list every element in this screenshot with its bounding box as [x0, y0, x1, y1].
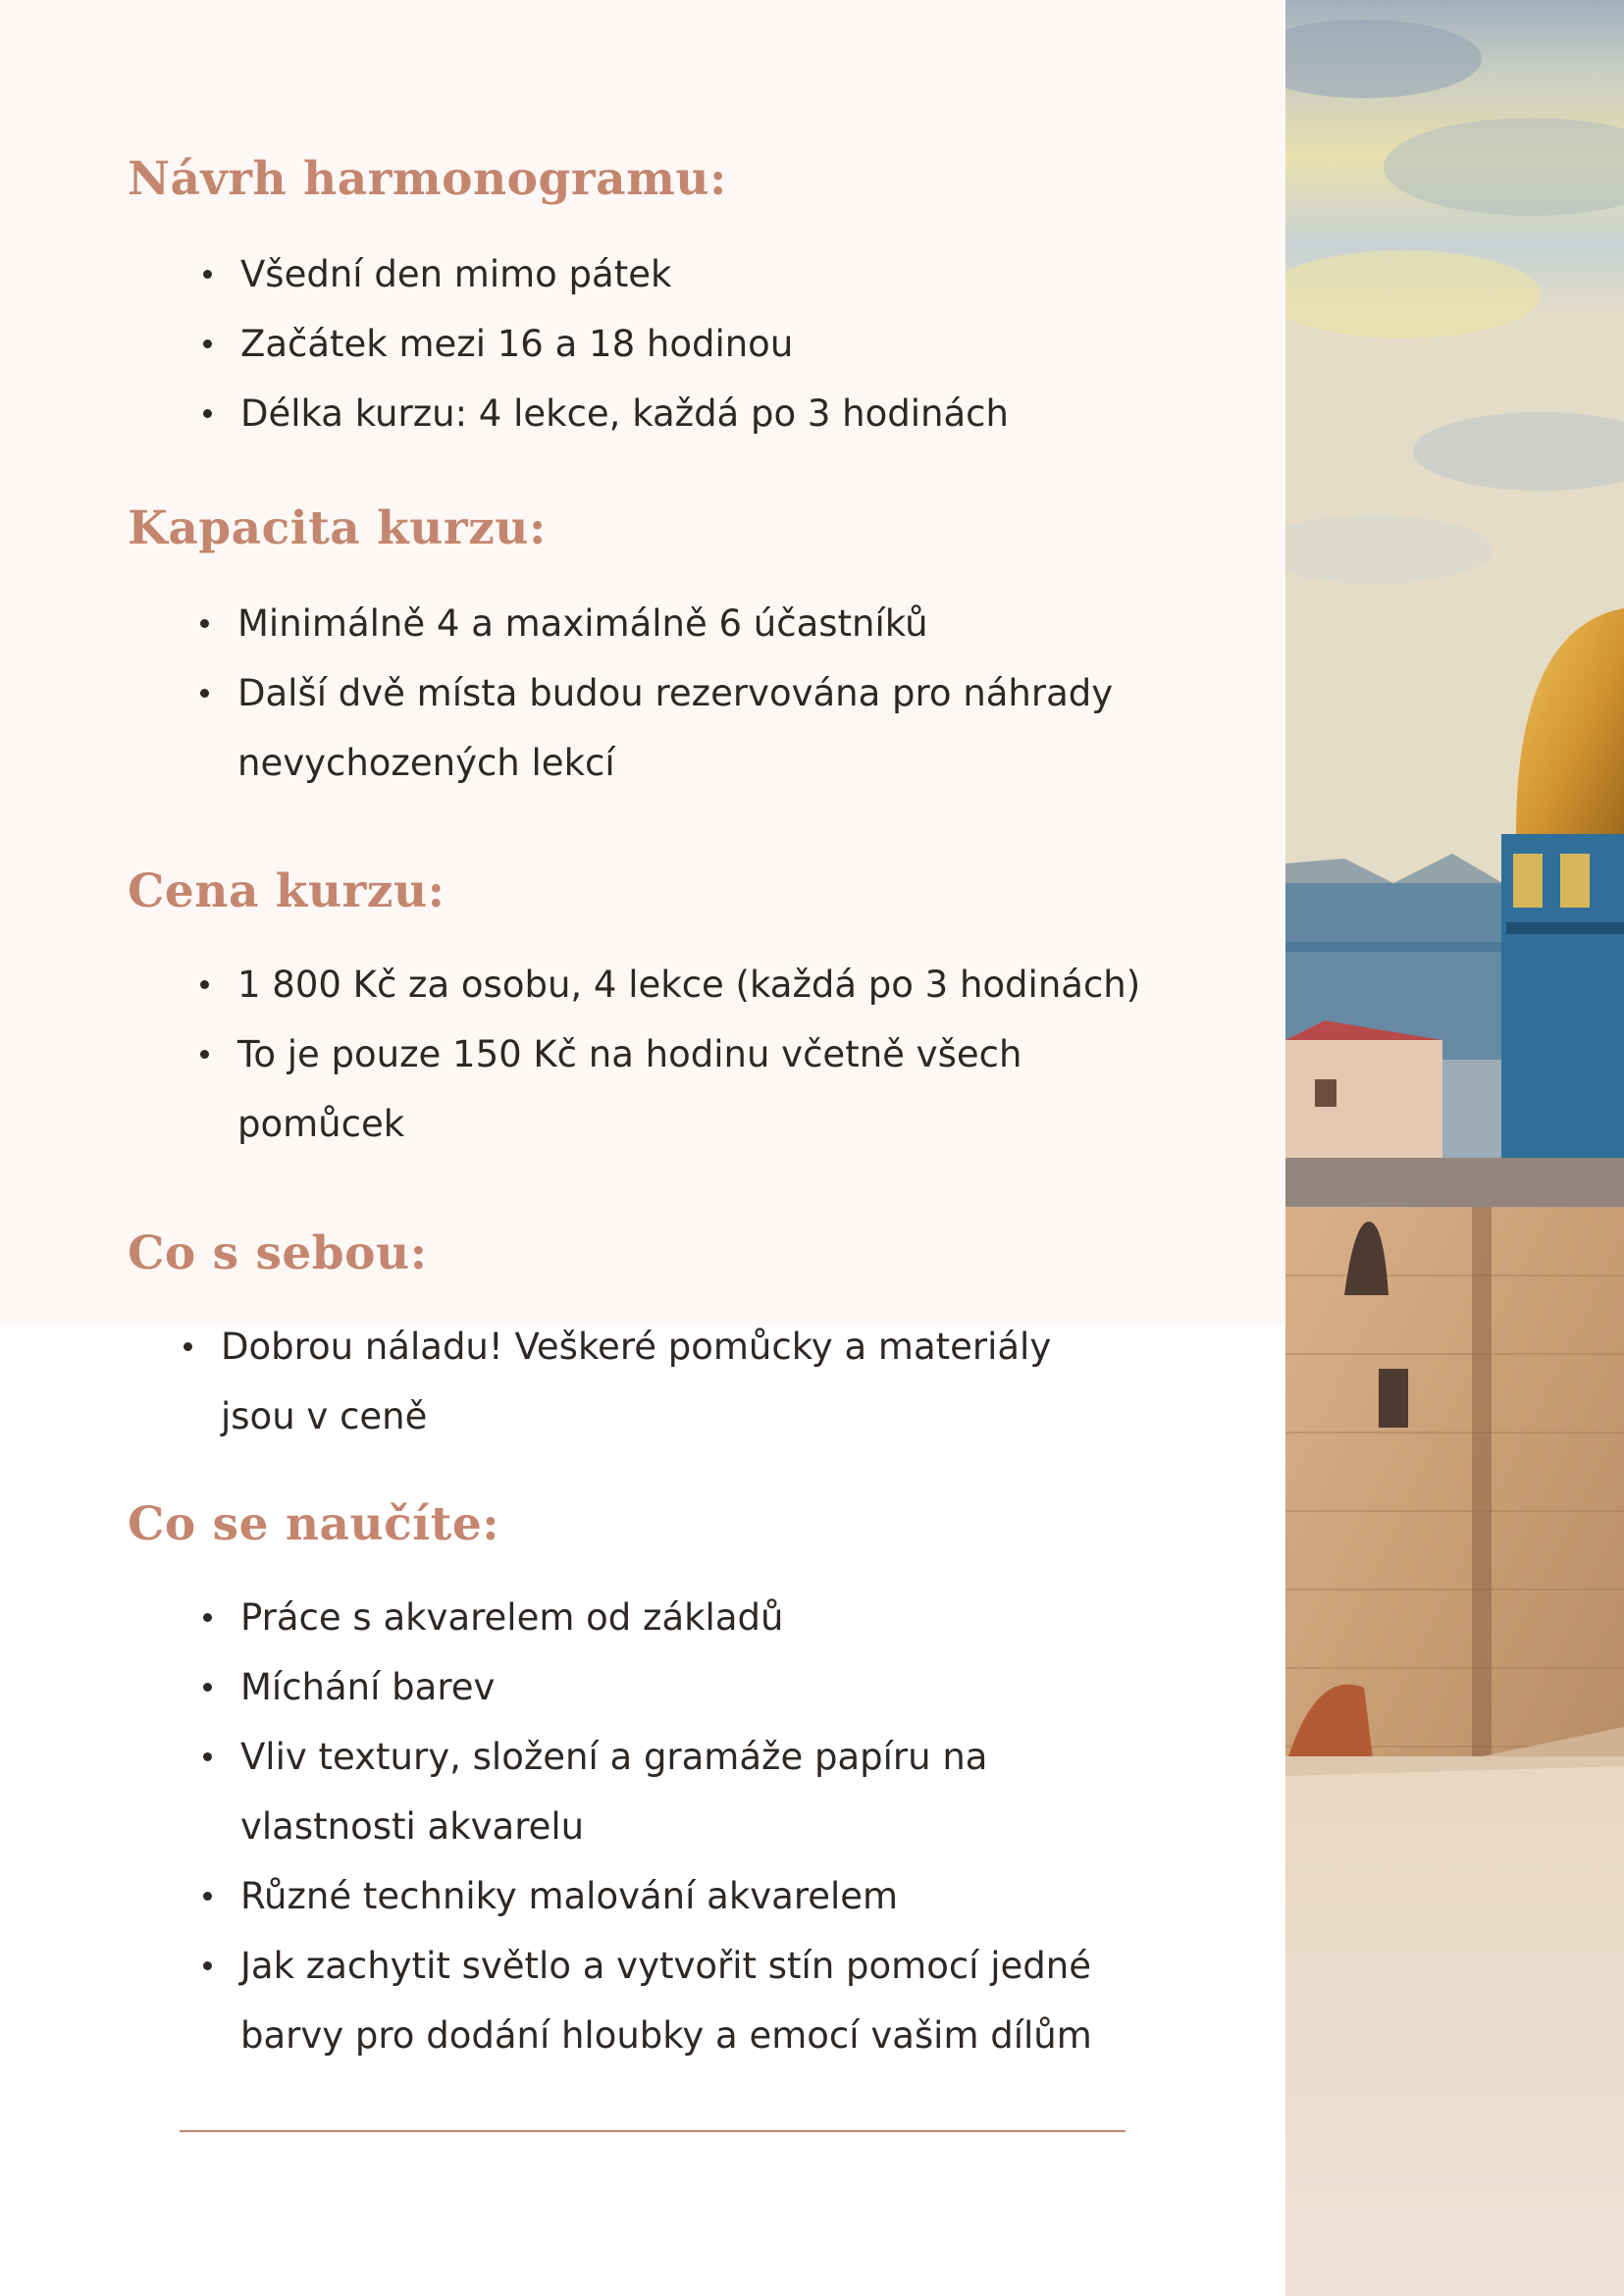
list-item: Práce s akvarelem od základů — [240, 1583, 1092, 1652]
list-item-continuation: barvy pro dodání hloubky a emocí vašim dílům — [240, 2014, 1092, 2057]
list-item: 1 800 Kč za osobu, 4 lekce (každá po 3 hodinách) — [237, 950, 1140, 1019]
list-item: Dobrou náladu! Veškeré pomůcky a materiály — [221, 1312, 1051, 1382]
learn-list — [240, 1583, 1092, 2070]
list-item: Vliv textury, složení a gramáže papíru na — [240, 1722, 1092, 1792]
list-item-continuation: vlastnosti akvarelu — [240, 1805, 585, 1848]
list-item-continuation: nevychozených lekcí — [237, 742, 615, 784]
section-heading-bring: Co s sebou: — [128, 1226, 428, 1280]
list-item: Další dvě místa budou rezervována pro náhrady — [237, 658, 1113, 728]
list-item-continuation: jsou v ceně — [221, 1395, 428, 1437]
list-item-continuation: pomůcek — [237, 1103, 405, 1145]
watercolor-painting-image — [1285, 0, 1624, 2296]
bring-list — [221, 1312, 1051, 1451]
list-item: Různé techniky malování akvarelem — [240, 1861, 1092, 1931]
divider-line — [180, 2130, 1126, 2132]
list-item: To je pouze 150 Kč na hodinu včetně všech — [237, 1019, 1140, 1089]
capacity-list — [237, 589, 1113, 798]
price-list — [237, 950, 1140, 1159]
section-heading-learn: Co se naučíte: — [128, 1497, 500, 1551]
list-item: Délka kurzu: 4 lekce, každá po 3 hodinách — [240, 379, 1009, 448]
list-item: Jak zachytit světlo a vytvořit stín pomocí jedné — [240, 1931, 1092, 2001]
section-heading-price: Cena kurzu: — [128, 864, 445, 918]
section-heading-capacity: Kapacita kurzu: — [128, 501, 547, 555]
list-item: Začátek mezi 16 a 18 hodinou — [240, 309, 1009, 379]
schedule-list — [240, 239, 1009, 448]
section-heading-schedule: Návrh harmonogramu: — [128, 152, 727, 206]
list-item: Minimálně 4 a maximálně 6 účastníků — [237, 589, 1113, 658]
list-item: Míchání barev — [240, 1652, 1092, 1722]
list-item: Všední den mimo pátek — [240, 239, 1009, 309]
